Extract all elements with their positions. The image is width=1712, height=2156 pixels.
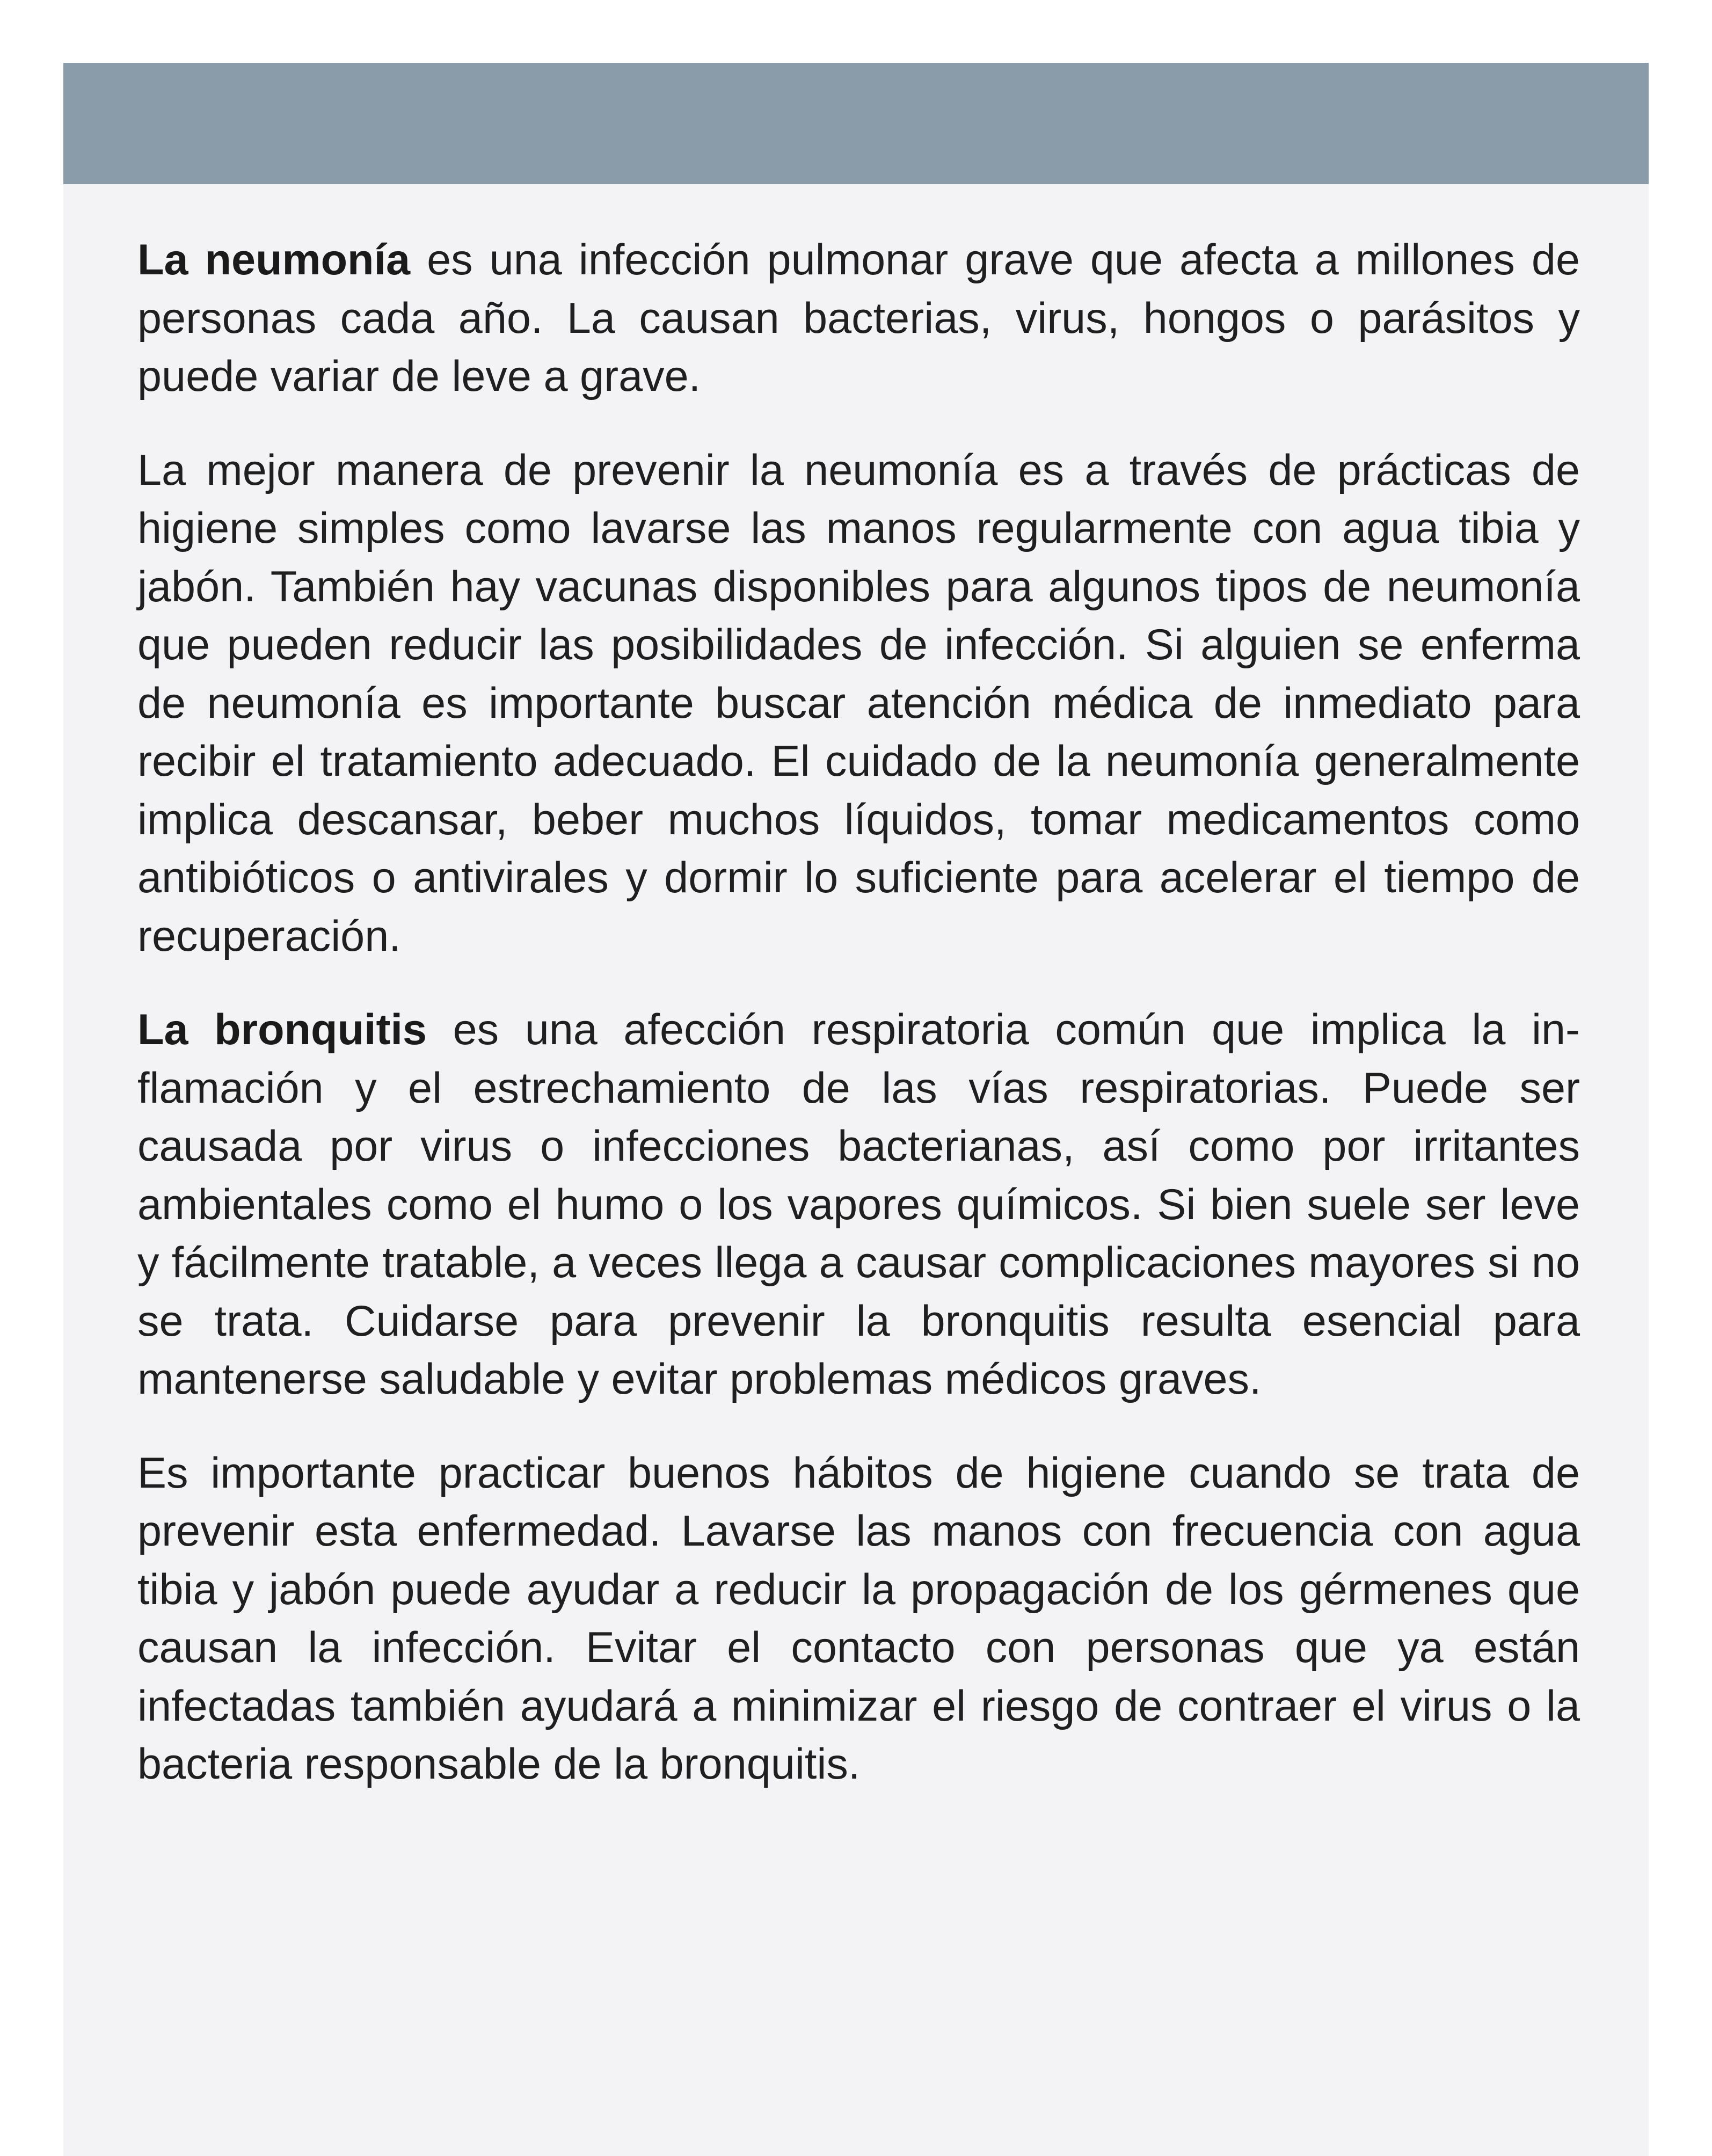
header-band xyxy=(63,63,1649,184)
paragraph-bronchitis-definition xyxy=(137,1001,1580,1409)
article-body xyxy=(137,231,1580,1829)
content-panel xyxy=(63,63,1649,2156)
paragraph-text: Es importante practicar buenos hábitos de higiene cuando se trata de prevenir esta enfermedad. Lavarse las manos con frecuencia con agua tibia y jabón puede ayudar a reducir la propagación de los gérmenes que causan la infección. Evitar el contacto con personas que ya están infectadas también ayudará a minimizar el riesgo de contraer el virus o la bacteria responsable de la bronquitis. xyxy=(137,1448,1580,1788)
term-pneumonia: La neumonía xyxy=(137,236,411,284)
paragraph-text: es una infección pulmonar grave que afecta a millones de personas cada año. La causan bacterias, virus, hongos o parásitos y puede variar de leve a grave. xyxy=(137,236,1580,400)
paragraph-pneumonia-prevention xyxy=(137,441,1580,966)
paragraph-bronchitis-prevention xyxy=(137,1444,1580,1794)
paragraph-pneumonia-definition xyxy=(137,231,1580,406)
term-bronchitis: La bronquitis xyxy=(137,1006,427,1054)
paragraph-text: La mejor manera de prevenir la neumonía es a través de prácticas de higiene simples como lavarse las manos regularmente con agua tibia y jabón. También hay vacunas disponibles para algunos tipos de neumonía que pueden reducir las posibilidades de infección. Si alguien se enferma de neumonía es importante buscar atención médica de inmediato para recibir el tratamiento adecuado. El cuidado de la neumonía generalmente implica descansar, beber muchos líquidos, tomar medicamentos como antibióticos o antivirales y dormir lo suficiente para acelerar el tiempo de recuperación. xyxy=(137,446,1580,960)
paragraph-text: es una afección respiratoria común que implica la inflamación y el estrechamiento de las vías respiratorias. Puede ser causada por virus o infecciones bacterianas, así como por irritantes ambientales como el humo o los vapores químicos. Si bien suele ser leve y fácilmente tratable, a veces llega a causar complicaciones mayores si no se trata. Cuidarse para prevenir la bronquitis resulta esencial para mantenerse saludable y evitar problemas médicos graves. xyxy=(137,1006,1580,1403)
